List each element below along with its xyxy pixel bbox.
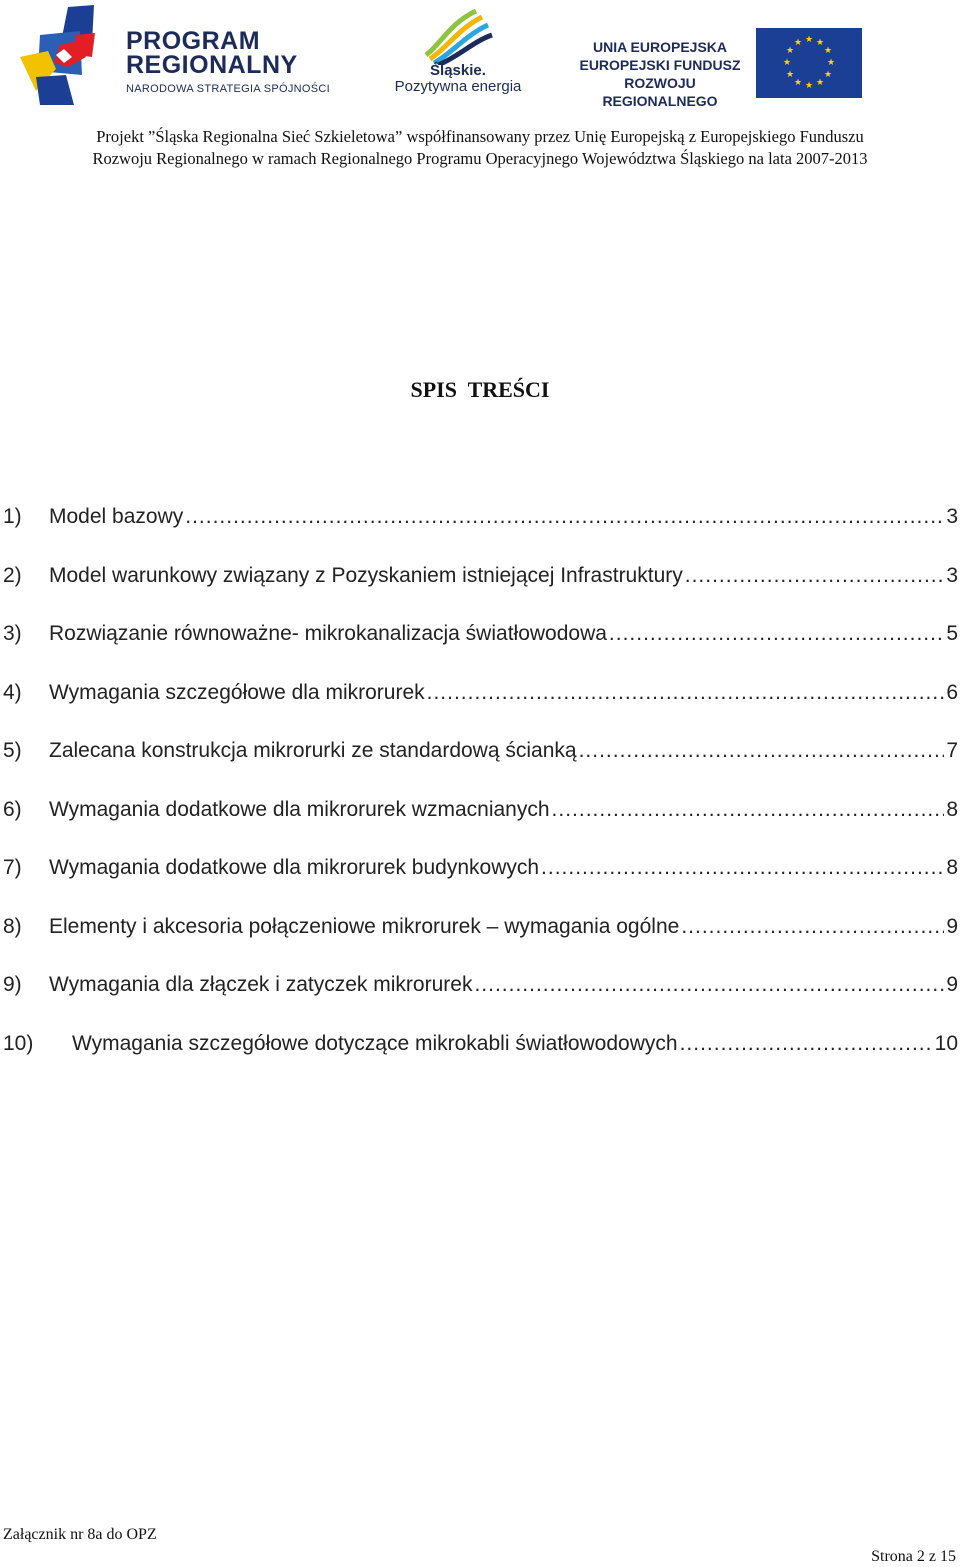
page-title: SPIS TREŚCI (410, 377, 550, 402)
fundusz-line: EUROPEJSKI FUNDUSZ (579, 57, 741, 73)
toc-entry-page: 3 (946, 505, 958, 528)
project-header (0, 126, 960, 170)
toc-entry-title: Model bazowy (49, 505, 184, 528)
toc-entry-page: 10 (934, 1031, 958, 1055)
svg-text:★: ★ (826, 58, 836, 68)
toc-entry-number: 3) (3, 622, 22, 645)
regionalny-line: REGIONALNY (126, 51, 298, 79)
toc-entry[interactable] (3, 564, 958, 623)
svg-text:★: ★ (823, 46, 833, 56)
program-line: PROGRAM (126, 27, 261, 55)
rozwoju-line: ROZWOJU REGIONALNEGO (602, 75, 718, 109)
unia-europejska-line: UNIA EUROPEJSKA (592, 39, 728, 55)
toc-entry-number: 9) (3, 973, 22, 996)
toc-leader (579, 739, 945, 763)
toc-entry-number: 7) (3, 856, 22, 879)
toc-entry-number: 5) (3, 739, 22, 762)
toc-leader (685, 564, 945, 588)
svg-text:★: ★ (782, 58, 792, 68)
toc-entry-page: 8 (946, 797, 958, 821)
pozytywna-energia-line: Pozytywna energia (394, 78, 522, 95)
toc-entry-title: Wymagania dodatkowe dla mikrorurek wzmacnianych (49, 797, 550, 821)
eu-flag-icon (756, 28, 862, 98)
svg-text:★: ★ (815, 78, 825, 88)
toc-entry-title: Elementy i akcesoria połączeniowe mikrorurek – wymagania ogólne (49, 914, 680, 938)
svg-text:★: ★ (785, 70, 795, 80)
toc-entry-page: 6 (946, 680, 958, 704)
svg-text:★: ★ (815, 38, 825, 48)
toc-entry[interactable] (3, 973, 958, 1032)
toc-entry-title: Wymagania dla złączek i zatyczek mikrorurek (49, 973, 473, 996)
svg-text:★: ★ (785, 46, 795, 56)
toc-leader (474, 973, 944, 997)
page-number: Strona 2 z 15 (871, 1548, 956, 1565)
toc-entry-title: Model warunkowy związany z Pozyskaniem istniejącej Infrastruktury (49, 563, 683, 587)
toc-entry[interactable] (3, 856, 958, 915)
toc-leader (680, 1032, 933, 1056)
toc-leader (681, 915, 944, 939)
toc-entry-page: 9 (946, 914, 958, 938)
toc-leader (427, 681, 945, 705)
svg-text:★: ★ (804, 81, 814, 91)
toc-entry[interactable] (3, 1032, 958, 1091)
attachment-label: Załącznik nr 8a do OPZ (3, 1526, 157, 1543)
slaskie-line: Śląskie. (430, 62, 486, 79)
toc-entry-title: Wymagania szczegółowe dotyczące mikrokabli światłowodowych (72, 1031, 678, 1055)
project-header-line-1: Projekt ”Śląska Regionalna Sieć Szkieletowa” współfinansowany przez Unię Europejską z Europejskiego Funduszu (96, 127, 864, 146)
toc-entry-title: Zalecana konstrukcja mikrorurki ze standardową ścianką (49, 739, 577, 762)
toc-entry-number: 8) (3, 914, 22, 938)
table-of-contents (3, 505, 958, 1090)
toc-entry-number: 4) (3, 680, 22, 704)
slaskie-logo (388, 5, 528, 101)
toc-entry[interactable] (3, 505, 958, 564)
toc-entry-title: Wymagania szczegółowe dla mikrorurek (49, 680, 425, 704)
toc-entry-number: 2) (3, 563, 22, 587)
program-regionalny-emblem-icon (20, 5, 120, 105)
unia-europejska-logo (570, 28, 865, 109)
toc-entry[interactable] (3, 915, 958, 974)
toc-leader (185, 505, 944, 529)
toc-entry-page: 8 (946, 856, 958, 879)
toc-leader (609, 622, 944, 646)
toc-entry[interactable] (3, 739, 958, 798)
svg-text:★: ★ (793, 78, 803, 88)
toc-entry-page: 7 (946, 739, 958, 762)
toc-entry[interactable] (3, 798, 958, 857)
toc-entry-title: Wymagania dodatkowe dla mikrorurek budynkowych (49, 856, 540, 879)
slaskie-waves-icon (388, 5, 528, 65)
svg-text:★: ★ (793, 38, 803, 48)
toc-entry-page: 5 (946, 622, 958, 645)
logo-bar (0, 0, 960, 110)
toc-entry[interactable] (3, 622, 958, 681)
toc-entry[interactable] (3, 681, 958, 740)
program-regionalny-logo (20, 5, 360, 105)
toc-entry-number: 10) (3, 1031, 34, 1055)
project-header-line-2: Rozwoju Regionalnego w ramach Regionalnego Programu Operacyjnego Województwa Śląskiego na lata 2007-2013 (92, 149, 868, 168)
toc-leader (541, 856, 944, 880)
toc-entry-page: 9 (946, 973, 958, 996)
svg-text:★: ★ (823, 70, 833, 80)
toc-entry-title: Rozwiązanie równoważne- mikrokanalizacja światłowodowa (49, 622, 607, 645)
toc-entry-number: 6) (3, 797, 22, 821)
strategy-line: NARODOWA STRATEGIA SPÓJNOŚCI (126, 83, 330, 95)
toc-entry-number: 1) (3, 505, 22, 528)
toc-entry-page: 3 (946, 563, 958, 587)
toc-leader (552, 798, 945, 822)
svg-text:★: ★ (804, 35, 814, 45)
